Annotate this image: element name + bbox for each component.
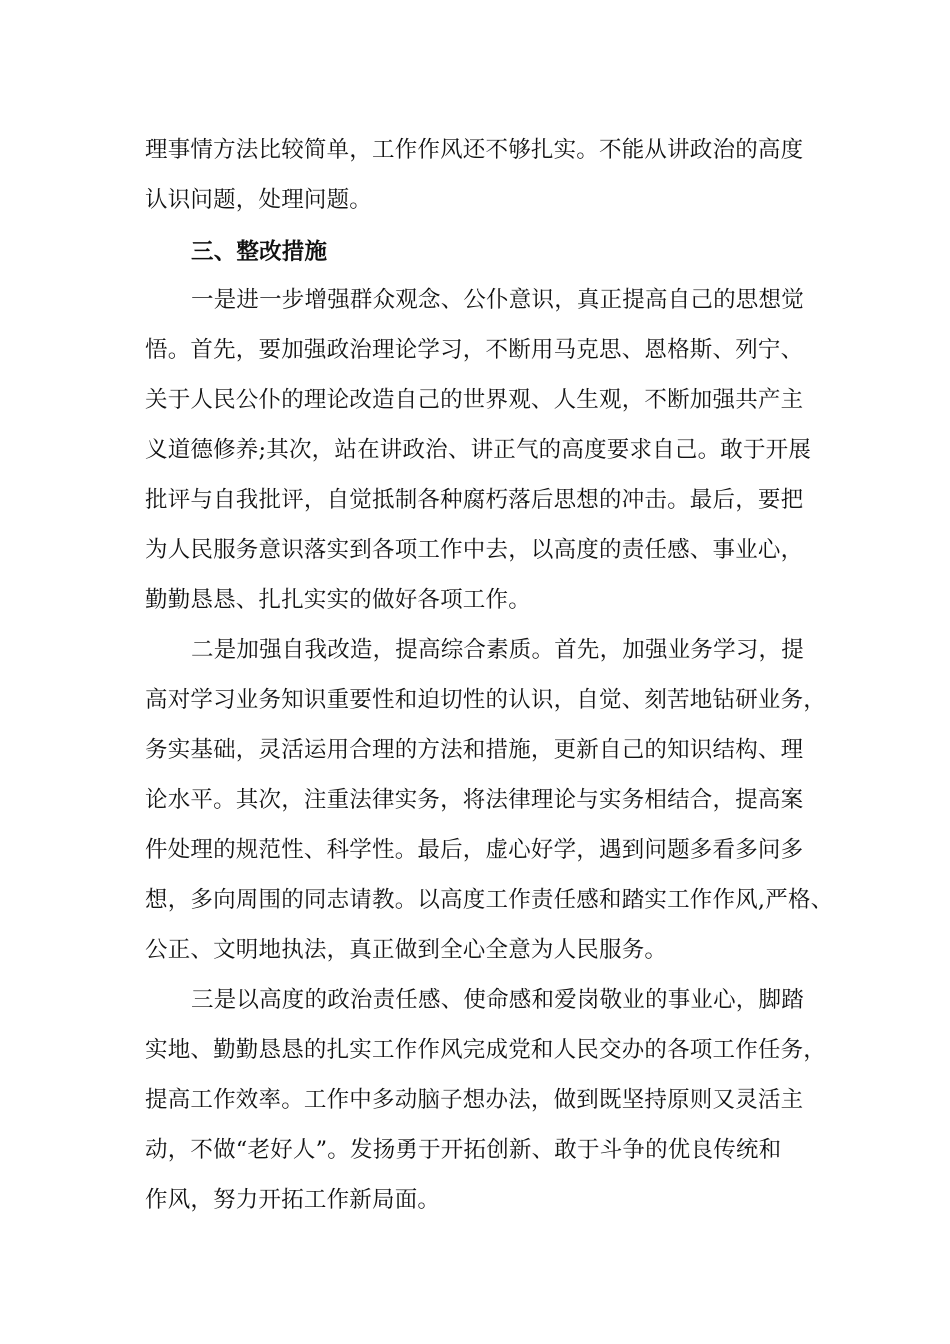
paragraph-line: 高对学习业务知识重要性和迫切性的认识，自觉、刻苦地钻研业务， [145, 687, 827, 713]
paragraph-line: 二是加强自我改造，提高综合素质。首先，加强业务学习，提 [191, 637, 804, 663]
paragraph-line: 一是进一步增强群众观念、公仆意识，真正提高自己的思想觉 [191, 287, 804, 313]
paragraph-line: 作风，努力开拓工作新局面。 [145, 1187, 441, 1213]
paragraph-line: 认识问题，处理问题。 [145, 187, 373, 213]
section-heading: 三、整改措施 [191, 239, 328, 265]
paragraph-line: 务实基础，灵活运用合理的方法和措施，更新自己的知识结构、理 [145, 737, 804, 763]
paragraph-line: 实地、勤勤恳恳的扎实工作作风完成党和人民交办的各项工作任务， [145, 1037, 827, 1063]
paragraph-line: 动，不做“老好人”。发扬勇于开拓创新、敢于斗争的优良传统和 [145, 1137, 782, 1163]
paragraph-line: 为人民服务意识落实到各项工作中去，以高度的责任感、事业心， [145, 537, 804, 563]
paragraph-line: 勤勤恳恳、扎扎实实的做好各项工作。 [145, 587, 531, 613]
paragraph-line: 悟。首先，要加强政治理论学习，不断用马克思、恩格斯、列宁、 [145, 337, 804, 363]
paragraph-line: 义道德修养;其次，站在讲政治、讲正气的高度要求自己。敢于开展 [145, 437, 812, 463]
paragraph-line: 三是以高度的政治责任感、使命感和爱岗敬业的事业心，脚踏 [191, 987, 804, 1013]
paragraph-line: 论水平。其次，注重法律实务，将法律理论与实务相结合，提高案 [145, 787, 804, 813]
paragraph-line: 关于人民公仆的理论改造自己的世界观、人生观，不断加强共产主 [145, 387, 804, 413]
paragraph-line: 想，多向周围的同志请教。以高度工作责任感和踏实工作作风,严格、 [145, 887, 834, 913]
paragraph-line: 提高工作效率。工作中多动脑子想办法，做到既坚持原则又灵活主 [145, 1087, 804, 1113]
paragraph-line: 批评与自我批评，自觉抵制各种腐朽落后思想的冲击。最后，要把 [145, 487, 804, 513]
paragraph-line: 公正、文明地执法，真正做到全心全意为人民服务。 [145, 937, 668, 963]
paragraph-line: 件处理的规范性、科学性。最后，虚心好学，遇到问题多看多问多 [145, 837, 804, 863]
paragraph-line: 理事情方法比较简单，工作作风还不够扎实。不能从讲政治的高度 [145, 137, 804, 163]
